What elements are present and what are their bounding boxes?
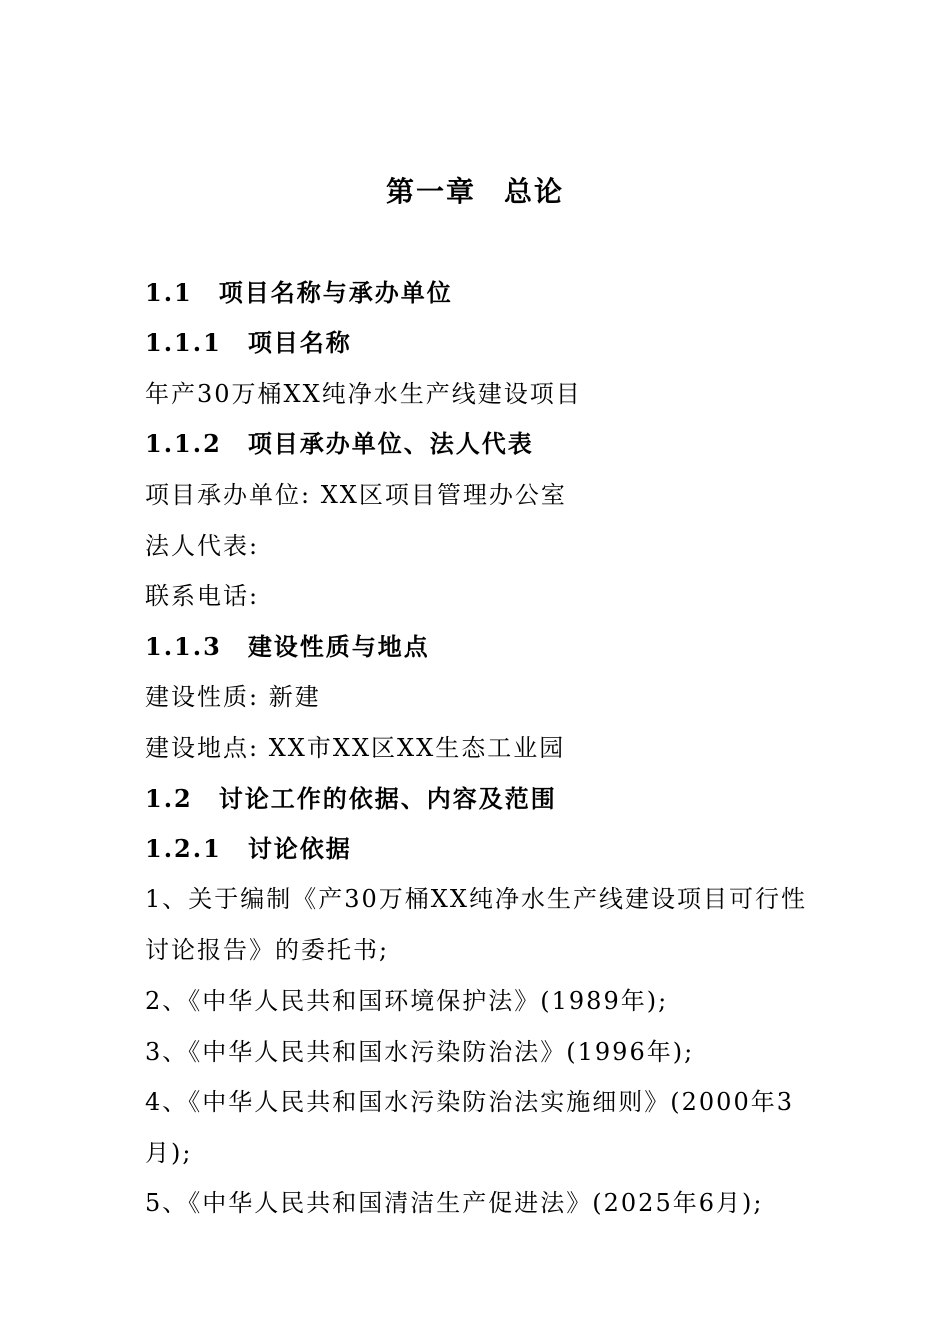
- section-title: 项目名称与承办单位: [218, 278, 453, 307]
- list-item-text: 2、《中华人民共和国环境保护法》(1989年);: [145, 987, 669, 1015]
- body-text: 年产30万桶XX纯净水生产线建设项目: [145, 380, 582, 408]
- body-text: 建设地点: XX市XX区XX生态工业园: [145, 734, 566, 762]
- subsection-number: 1.2.1: [145, 834, 222, 863]
- chapter-title: [0, 170, 950, 214]
- subsection-number: 1.1.2: [145, 429, 222, 458]
- section-number: 1.2: [145, 784, 193, 813]
- subsection-title: 项目名称: [247, 328, 352, 357]
- subsection-number: 1.1.1: [145, 328, 222, 357]
- subsection-heading: [145, 424, 825, 464]
- list-item-text: 4、《中华人民共和国水污染防治法实施细则》(2000年3: [145, 1088, 794, 1116]
- section-heading: [145, 779, 825, 819]
- list-item-text: 5、《中华人民共和国清洁生产促进法》(2025年6月);: [145, 1189, 764, 1217]
- list-item-text: 3、《中华人民共和国水污染防治法》(1996年);: [145, 1038, 695, 1066]
- subsection-title: 建设性质与地点: [247, 632, 430, 661]
- section-heading: [145, 273, 825, 313]
- subsection-number: 1.1.3: [145, 632, 222, 661]
- body-text: 项目承办单位: XX区项目管理办公室: [145, 481, 567, 509]
- body-text: 法人代表:: [145, 532, 260, 560]
- chapter-label: 第一章: [385, 175, 476, 208]
- list-item-text: 月);: [145, 1139, 193, 1167]
- list-item-text: 1、关于编制《产30万桶XX纯净水生产线建设项目可行性: [145, 885, 807, 913]
- subsection-heading: [145, 323, 825, 363]
- chapter-name: 总论: [504, 175, 565, 208]
- body-text: 建设性质: 新建: [145, 683, 321, 711]
- body-text: 联系电话:: [145, 582, 260, 610]
- list-item-text: 讨论报告》的委托书;: [145, 936, 390, 964]
- subsection-title: 项目承办单位、法人代表: [247, 429, 534, 458]
- subsection-heading: [145, 829, 825, 869]
- subsection-title: 讨论依据: [247, 834, 352, 863]
- subsection-heading: [145, 627, 825, 667]
- section-title: 讨论工作的依据、内容及范围: [218, 784, 557, 813]
- section-number: 1.1: [145, 278, 193, 307]
